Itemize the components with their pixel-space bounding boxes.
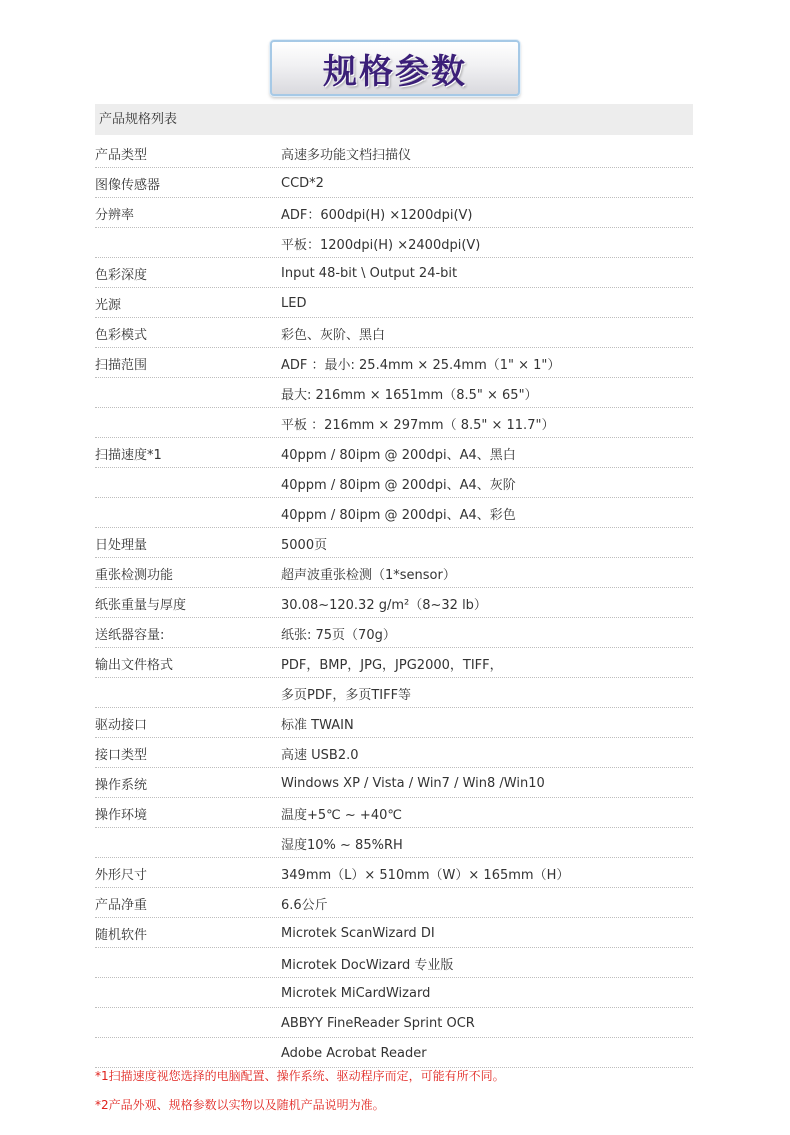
spec-row — [95, 888, 693, 918]
spec-value: CCD*2 — [281, 175, 324, 191]
spec-row — [95, 348, 693, 378]
spec-row — [95, 588, 693, 618]
spec-label: 接口类型 — [95, 747, 148, 763]
spec-row — [95, 318, 693, 348]
title-banner-wrap — [270, 40, 520, 96]
spec-label: 重张检测功能 — [95, 567, 174, 583]
spec-label: 驱动接口 — [95, 717, 148, 733]
spec-row — [95, 948, 693, 978]
spec-row — [95, 468, 693, 498]
spec-row — [95, 1008, 693, 1038]
spec-value: 温度+5℃ ~ +40℃ — [281, 807, 402, 823]
footnotes — [95, 1068, 735, 1126]
spec-value: PDF，BMP，JPG，JPG2000，TIFF， — [281, 657, 503, 673]
spec-label: 色彩模式 — [95, 327, 148, 343]
spec-value: 标准 TWAIN — [281, 717, 354, 733]
spec-row — [95, 138, 693, 168]
spec-label: 纸张重量与厚度 — [95, 597, 187, 613]
spec-label: 送纸器容量: — [95, 627, 165, 643]
spec-table — [95, 138, 693, 1068]
spec-value: 彩色、灰阶、黑白 — [281, 327, 386, 343]
spec-value: 平板：1200dpi(H) ×2400dpi(V) — [281, 237, 481, 253]
spec-value: 5000页 — [281, 537, 328, 553]
spec-row — [95, 198, 693, 228]
spec-row — [95, 768, 693, 798]
spec-label: 分辨率 — [95, 207, 135, 223]
spec-value: 40ppm / 80ipm @ 200dpi、A4、灰阶 — [281, 477, 516, 493]
spec-value: 6.6公斤 — [281, 897, 328, 913]
spec-row — [95, 978, 693, 1008]
spec-label: 扫描速度*1 — [95, 447, 162, 463]
spec-value: 最大: 216mm × 1651mm（8.5" × 65"） — [281, 387, 538, 403]
spec-value: ABBYY FineReader Sprint OCR — [281, 1015, 475, 1031]
spec-list-header: 产品规格列表 — [95, 104, 693, 135]
spec-row — [95, 408, 693, 438]
spec-row — [95, 738, 693, 768]
spec-row — [95, 798, 693, 828]
spec-row — [95, 618, 693, 648]
footnote-appearance: *2产品外观、规格参数以实物以及随机产品说明为准。 — [95, 1098, 385, 1112]
spec-value: 多页PDF，多页TIFF等 — [281, 687, 412, 703]
spec-value: 高速 USB2.0 — [281, 747, 359, 763]
spec-row — [95, 168, 693, 198]
spec-row — [95, 558, 693, 588]
spec-value: ADF ：最小: 25.4mm × 25.4mm（1" × 1"） — [281, 357, 561, 373]
spec-value: 30.08~120.32 g/m²（8~32 lb） — [281, 597, 487, 613]
spec-row — [95, 288, 693, 318]
spec-value: 湿度10% ~ 85%RH — [281, 837, 403, 853]
spec-label: 随机软件 — [95, 927, 148, 943]
spec-label: 产品净重 — [95, 897, 148, 913]
spec-value: Microtek ScanWizard DI — [281, 925, 435, 941]
spec-label: 光源 — [95, 297, 122, 313]
spec-value: Microtek MiCardWizard — [281, 985, 431, 1001]
spec-row — [95, 648, 693, 678]
spec-label: 操作系统 — [95, 777, 148, 793]
spec-value: Adobe Acrobat Reader — [281, 1045, 427, 1061]
spec-row — [95, 708, 693, 738]
spec-value: 超声波重张检测（1*sensor） — [281, 567, 456, 583]
spec-row — [95, 528, 693, 558]
spec-label: 图像传感器 — [95, 177, 161, 193]
spec-label: 输出文件格式 — [95, 657, 174, 673]
spec-row — [95, 678, 693, 708]
spec-row — [95, 858, 693, 888]
spec-value: 40ppm / 80ipm @ 200dpi、A4、黑白 — [281, 447, 516, 463]
spec-value: Microtek DocWizard 专业版 — [281, 957, 454, 973]
spec-row — [95, 1038, 693, 1068]
spec-value: LED — [281, 295, 307, 311]
spec-value: Input 48-bit \ Output 24-bit — [281, 265, 458, 281]
spec-row — [95, 258, 693, 288]
spec-label: 色彩深度 — [95, 267, 148, 283]
spec-row — [95, 228, 693, 258]
spec-value: Windows XP / Vista / Win7 / Win8 /Win10 — [281, 775, 545, 791]
spec-row — [95, 828, 693, 858]
spec-label: 日处理量 — [95, 537, 148, 553]
spec-row — [95, 438, 693, 468]
spec-label: 扫描范围 — [95, 357, 148, 373]
footnote-speed: *1扫描速度视您选择的电脑配置、操作系统、驱动程序而定，可能有所不同。 — [95, 1069, 505, 1083]
spec-label: 操作环境 — [95, 807, 148, 823]
page-title: 规格参数 — [323, 51, 467, 92]
title-banner — [270, 40, 520, 96]
spec-row — [95, 918, 693, 948]
spec-value: 高速多功能文档扫描仪 — [281, 147, 412, 163]
spec-value: ADF：600dpi(H) ×1200dpi(V) — [281, 207, 473, 223]
spec-value: 40ppm / 80ipm @ 200dpi、A4、彩色 — [281, 507, 516, 523]
spec-value: 平板 ：216mm × 297mm（ 8.5" × 11.7"） — [281, 417, 555, 433]
spec-row — [95, 498, 693, 528]
spec-label: 产品类型 — [95, 147, 148, 163]
spec-row — [95, 378, 693, 408]
spec-value: 349mm（L）× 510mm（W）× 165mm（H） — [281, 867, 570, 883]
spec-value: 纸张: 75页（70g） — [281, 627, 396, 643]
spec-label: 外形尺寸 — [95, 867, 148, 883]
